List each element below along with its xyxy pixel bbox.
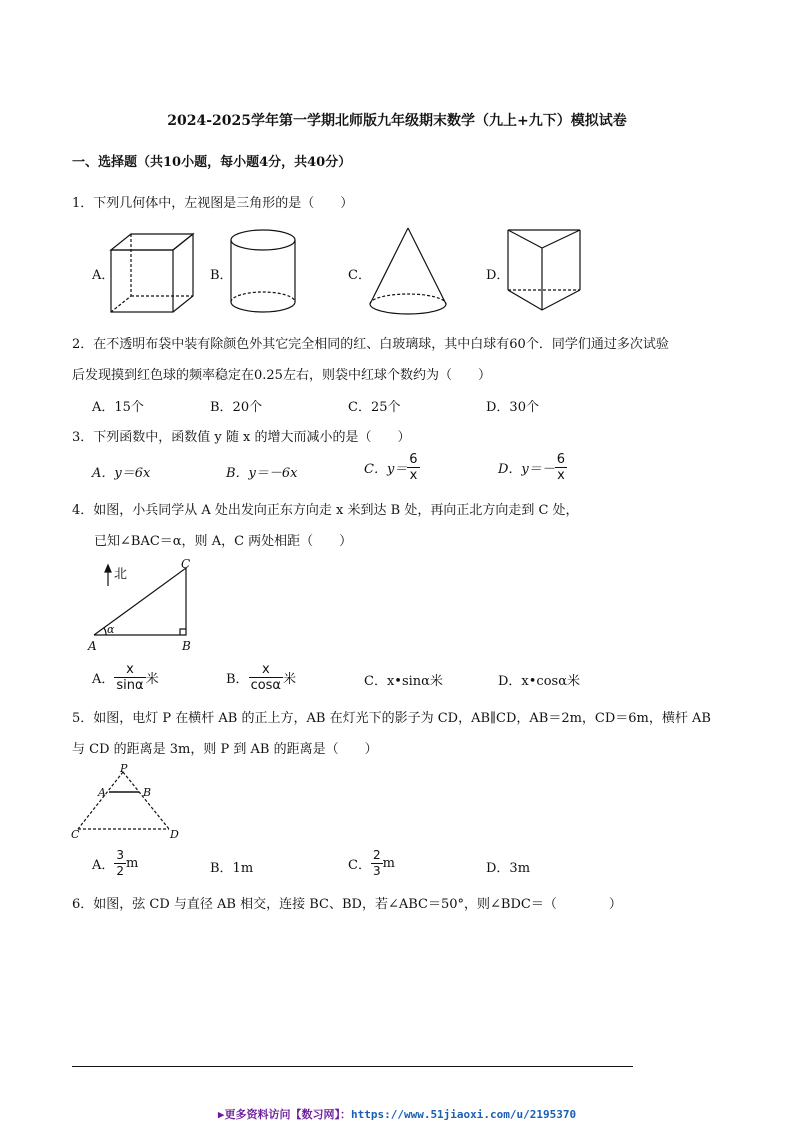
q1-option-d-label: D． [486,268,510,283]
q3-option-c [364,452,420,483]
q4-option-b-prefix: B． [226,672,249,687]
section-heading: 一、选择题（共10小题，每小题4分，共40分） [72,155,352,170]
cone-figure [366,226,450,316]
q5-option-a-fraction [114,848,126,879]
q4-option-a-fraction [114,662,145,693]
q5-lamp-figure [66,762,186,842]
q5-c-numerator: 2 [372,848,381,862]
q2-option-c: C．25个 [348,400,401,415]
q4-point-b: B [182,639,191,653]
question-4-line-1: 4．如图，小兵同学从 A 处出发向正东方向走 x 米到达 B 处，再向正北方向走到 C 处， [72,503,579,518]
q3-option-d-fraction [555,452,567,483]
q4-point-c: C [181,557,191,571]
q1-option-b-label: B． [210,268,233,283]
q4-point-a: A [88,639,97,653]
q3-c-denominator: x [409,468,418,483]
q5-option-a [92,848,138,879]
q2-option-d: D．30个 [486,400,539,415]
q5-point-c: C [71,828,80,841]
footer-prefix: ▶更多资料访问【数习网】： [217,1108,351,1121]
q5-option-d: D．3m [486,861,531,876]
q5-a-numerator: 3 [116,848,125,862]
q5-point-a: A [98,786,106,799]
q4-alpha-label: α [107,623,115,636]
q5-option-c-unit: m [382,856,395,871]
q5-option-c [348,848,395,879]
q3-option-d-prefix: D．y＝－ [498,462,555,477]
q5-option-b: B．1m [210,861,254,876]
q5-a-denominator: 2 [116,864,125,878]
footer-link[interactable]: https://www.51jiaoxi.com/u/2195370 [350,1108,577,1121]
footer [0,1106,794,1122]
q3-d-denominator: x [557,468,565,483]
q5-point-p: P [120,762,128,775]
q4-option-d: D．x•cosα米 [498,674,580,689]
q5-option-a-prefix: A． [92,858,115,873]
north-arrow-head [105,565,111,572]
q5-point-b: B [143,786,152,799]
triangular-prism-figure [504,226,584,316]
q4-b-numerator: x [249,662,283,678]
question-2-line-1: 2．在不透明布袋中装有除颜色外其它完全相同的红、白玻璃球，其中白球有60个．同学们通过多次试验 [72,337,669,352]
q4-option-b-fraction [249,662,283,693]
q1-option-a-label: A． [92,268,115,283]
q3-d-numerator: 6 [556,452,566,467]
question-1-stem: 1．下列几何体中，左视图是三角形的是（ ） [72,196,354,211]
q3-option-c-prefix: C．y＝ [364,462,408,477]
q2-option-a: A．15个 [92,400,144,415]
q1-option-c-label: C． [348,268,371,283]
q4-option-b-unit: 米 [283,672,297,687]
q4-option-a [92,662,159,693]
q2-option-b: B．20个 [210,400,263,415]
q5-c-denominator: 3 [372,864,381,878]
q3-c-numerator: 6 [409,452,418,467]
footer-divider [72,1066,633,1067]
q5-point-d: D [170,828,179,841]
q4-option-b [226,662,296,693]
q3-option-c-fraction [407,452,419,483]
q5-option-a-unit: m [126,856,139,871]
q4-option-a-unit: 米 [145,672,159,687]
cube-figure [109,232,195,314]
q3-option-a: A．y＝6x [92,466,151,481]
q4-option-c: C．x•sinα米 [364,674,443,689]
page-title: 2024-2025学年第一学期北师版九年级期末数学（九上+九下）模拟试卷 [167,113,627,129]
q5-option-c-fraction [371,848,383,879]
question-6-stem: 6．如图，弦 CD 与直径 AB 相交，连接 BC、BD，若∠ABC＝50°，则∠BDC＝（ ） [72,897,622,912]
q4-triangle-figure [84,556,204,656]
q4-a-denominator: sinα [116,678,144,693]
q4-b-denominator: cosα [250,678,282,693]
cylinder-figure [227,228,299,316]
q3-option-d [498,452,567,483]
q3-option-b: B．y＝－6x [226,466,298,481]
q5-option-c-prefix: C． [348,858,371,873]
question-4-line-2: 已知∠BAC＝α，则 A，C 两处相距（ ） [94,534,353,549]
question-5-line-2: 与 CD 的距离是 3m，则 P 到 AB 的距离是（ ） [72,742,378,757]
q4-a-numerator: x [114,662,145,678]
q4-option-a-prefix: A． [92,672,115,687]
question-5-line-1: 5．如图，电灯 P 在横杆 AB 的正上方，AB 在灯光下的影子为 CD，AB∥CD，AB＝2m，CD＝6m，横杆 AB [72,711,711,726]
north-label: 北 [114,567,128,582]
question-2-line-2: 后发现摸到红色球的频率稳定在0.25左右，则袋中红球个数约为（ ） [72,368,491,383]
question-3-stem: 3．下列函数中，函数值 y 随 x 的增大而减小的是（ ） [72,430,411,445]
